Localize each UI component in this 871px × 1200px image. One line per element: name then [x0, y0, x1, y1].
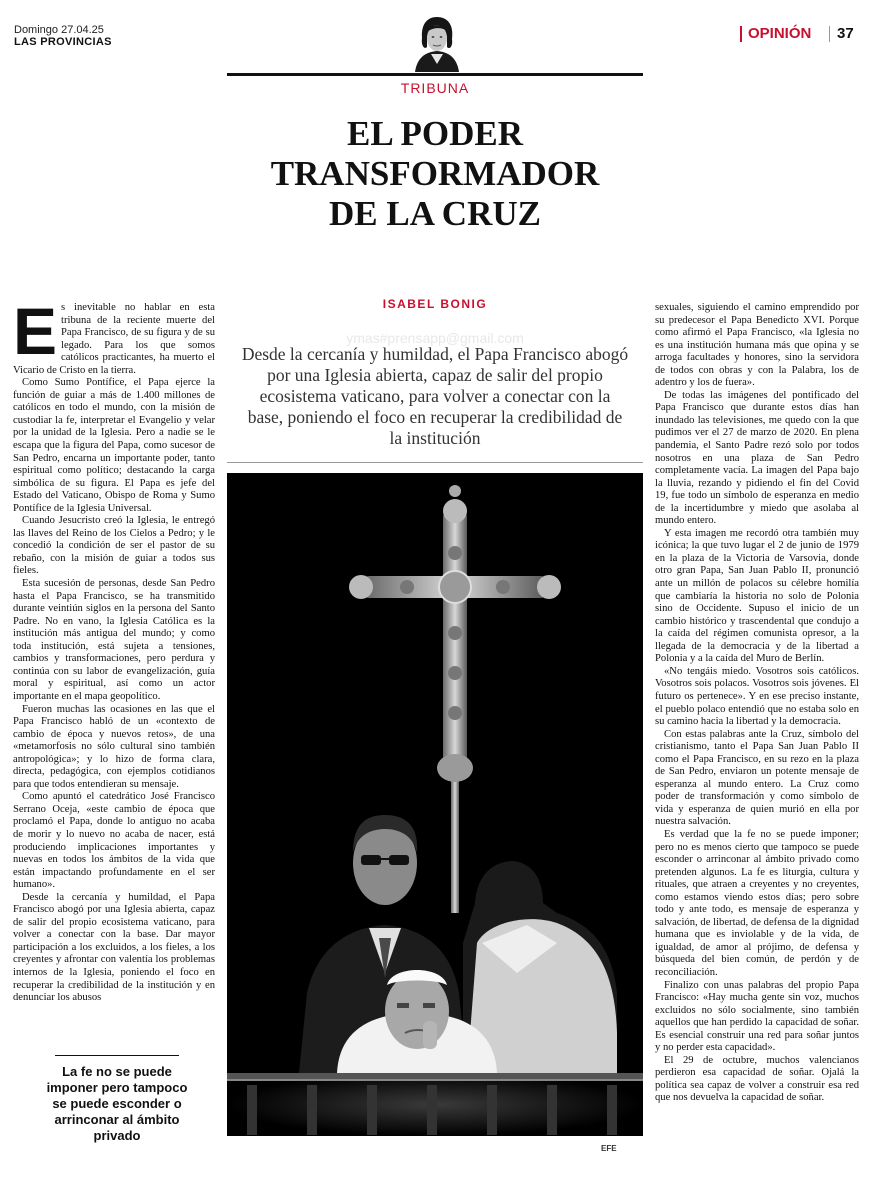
headline-line: EL PODER	[346, 114, 523, 153]
photo-pope-cross	[227, 473, 643, 1136]
section-label: OPINIÓN	[740, 26, 811, 42]
author-portrait	[409, 14, 465, 72]
edition-date: Domingo 27.04.25	[14, 24, 104, 36]
watermark: ymas#prensapp@gmail.com	[346, 330, 524, 346]
paragraph: El 29 de octubre, muchos valencianos perdieron esa capacidad de soñar. Ojalá la política sea capaz de volver a construir esa red que nos devuelva la capacidad de soñar.	[655, 1054, 859, 1104]
headline-line: TRANSFORMADOR	[270, 154, 600, 193]
newspaper-name: LAS PROVINCIAS	[14, 36, 112, 48]
paragraph: Fueron muchas las ocasiones en las que el Papa Francisco habló de un «contexto de cambio de época y nuevos retos», de una «metamorfosis no sólo cultural sino también antropológica»; y lo hizo de forma clara, directa, pedagógica, con ejemplos cotidianos para que todos entendieran su mensaje.	[13, 703, 215, 790]
page-number: 37	[829, 26, 854, 42]
headline-line: DE LA CRUZ	[329, 194, 541, 233]
paragraph: Cuando Jesucristo creó la Iglesia, le entregó las llaves del Reino de los Cielos a Pedro; y le concedió la condición de ser el pastor de su rebaño, con la misión de guiar a todos sus fieles.	[13, 515, 215, 577]
byline: ISABEL BONIG	[382, 297, 488, 311]
kicker-label: TRIBUNA	[400, 80, 470, 96]
article-column-left	[13, 294, 215, 1005]
paragraph: s inevitable no hablar en esta tribuna de la reciente muerte del Papa Francisco, de su figura y de su legado. Para los que somos católicos practicantes, ha muerto el Vicario de Cristo en la tierra.	[13, 302, 215, 376]
paragraph: «No tengáis miedo. Vosotros sois católicos. Vosotros sois polacos. Vosotros sois jóvenes. El futuro os pertenece». Y en ese preciso instante, el pueblo polaco entendió que no estaba solo en su camino hacia la libertad y la democracia.	[655, 665, 859, 728]
header-rule	[227, 73, 643, 76]
paragraph: Como apuntó el catedrático José Francisco Serrano Oceja, «este cambio de época que proclamó el Papa, donde lo antiguo no acaba de morir y lo nuevo no acaba de nacer, está produciendo implicaciones importantes y nuevas en todos los ámbitos de la vida que están impactando profundamente en el ser humano».	[13, 791, 215, 891]
paragraph: De todas las imágenes del pontificado del Papa Francisco que durante estos días han inundado las televisiones, me quedo con la que pudimos ver el 27 de marzo de 2020. En plena pandemia, el Santo Padre rezó solo por todos nosotros en una plaza de San Pedro completamente vacía. La imagen del Papa bajo la lluvia, rezando y pidiendo el fin del Covid 19, fue todo un símbolo de esperanza en medio de la incertidumbre y miedo que asolaba al mundo entero.	[655, 389, 859, 527]
subheadline: Desde la cercanía y humildad, el Papa Francisco abogó por una Iglesia abierta, capaz de salir del propio ecosistema vaticano, para volver a conectar con la base, poniendo el foco en recuperar la credibilidad de la institución	[241, 344, 629, 448]
paragraph: Es verdad que la fe no se puede imponer; pero no es menos cierto que tampoco se puede esconder o arrinconar al ámbito privado como pretenden algunos. La fe es liturgia, cultura y rituales, que atraen a creyentes y no creyentes, como estamos viendo estos días; pero sobre todo y ante todo, es mensaje de esperanza y salvación, de libertad, de defensa de la dignidad humana que es inviolable y de la vida, de igualdad, de amor al prójimo, de defensa y búsqueda del bien común, de perdón y de reconciliación.	[655, 828, 859, 978]
drop-cap: E	[13, 294, 58, 368]
photo-rule	[227, 462, 643, 463]
pull-quote: La fe no se puede imponer pero tampoco se puede esconder o arrinconar al ámbito privado	[46, 1064, 188, 1143]
headline	[227, 114, 643, 234]
pull-quote-rule	[55, 1055, 179, 1056]
paragraph: Esta sucesión de personas, desde San Pedro hasta el Papa Francisco, se ha transmitido durante veintiún siglos en la persona del Santo Padre. No en vano, la Iglesia Católica es la institución más antigua del mundo; y como toda institución, está sujeta a tensiones, cambios y transformaciones, pero perdura y continúa con su labor de evangelización, guía moral y espiritual, así como un actor importante en el mapa geopolítico.	[13, 578, 215, 702]
article-column-right	[655, 302, 859, 1105]
paragraph: sexuales, siguiendo el camino emprendido por su predecesor el Papa Benedicto XVI. Porque como afirmó el Papa Francisco, «la Iglesia no es una institución humana más que opina y se arroga facultades y honores, sino la servidora de todos con obras y con la Palabra, los de adentro y los de fuera».	[655, 302, 859, 389]
paragraph: Y esta imagen me recordó otra también muy icónica; la que tuvo lugar el 2 de junio de 1979 en la plaza de la Victoria de Varsovia, donde otro gran Papa, San Juan Pablo II, pronunció ante un millón de polacos su célebre homilía que cambiaría la historia no solo de Polonia sino de Occidente. Supuso el inicio de un cambio histórico y trascendental que condujo a la caída del régimen comunista opresor, a la llegada de la democracia y de la libertad a Polonia y a la caída del Muro de Berlín.	[655, 527, 859, 665]
paragraph: Desde la cercanía y humildad, el Papa Francisco abogó por una Iglesia abierta, capaz de salir del propio ecosistema vaticano, para volver a conectar con la base. Dar mayor participación a los excluidos, a los fieles, a los creyentes y afrontar con valentía los problemas internos de la Iglesia, poniendo el foco en recuperar la credibilidad de la institución y en denunciar los abusos	[13, 891, 215, 1004]
paragraph: Con estas palabras ante la Cruz, símbolo del cristianismo, tanto el Papa San Juan Pablo II como el Papa Francisco, en su rezo en la plaza de San Pedro, enviaron un potente mensaje de esperanza al mundo entero. La Cruz como poder de transformación y como símbolo de vida y esperanza de quien murió en ella por nuestra salvación.	[655, 728, 859, 828]
photo-credit: EFE	[601, 1144, 617, 1153]
paragraph: Finalizo con unas palabras del propio Papa Francisco: «Hay mucha gente sin voz, muchos excluidos no sólo socialmente, sino también aquellos que han perdido la capacidad de soñar. Es esencial construir una red para soñar juntos y no perder esta capacidad».	[655, 979, 859, 1054]
paragraph: Como Sumo Pontífice, el Papa ejerce la función de guiar a más de 1.400 millones de católicos en todo el mundo, con la misión de custodiar la fe, interpretar el Evangelio y velar por la unidad de la Iglesia. Pero a nadie se le escapa que la figura del Papa, como sucesor de San Pedro, encarna un importante poder, tanto espiritual como político; destacando la carga simbólica de su figura. El Papa es jefe del Estado del Vaticano, Obispo de Roma y Sumo Pontífice de la Iglesia Universal.	[13, 377, 215, 514]
